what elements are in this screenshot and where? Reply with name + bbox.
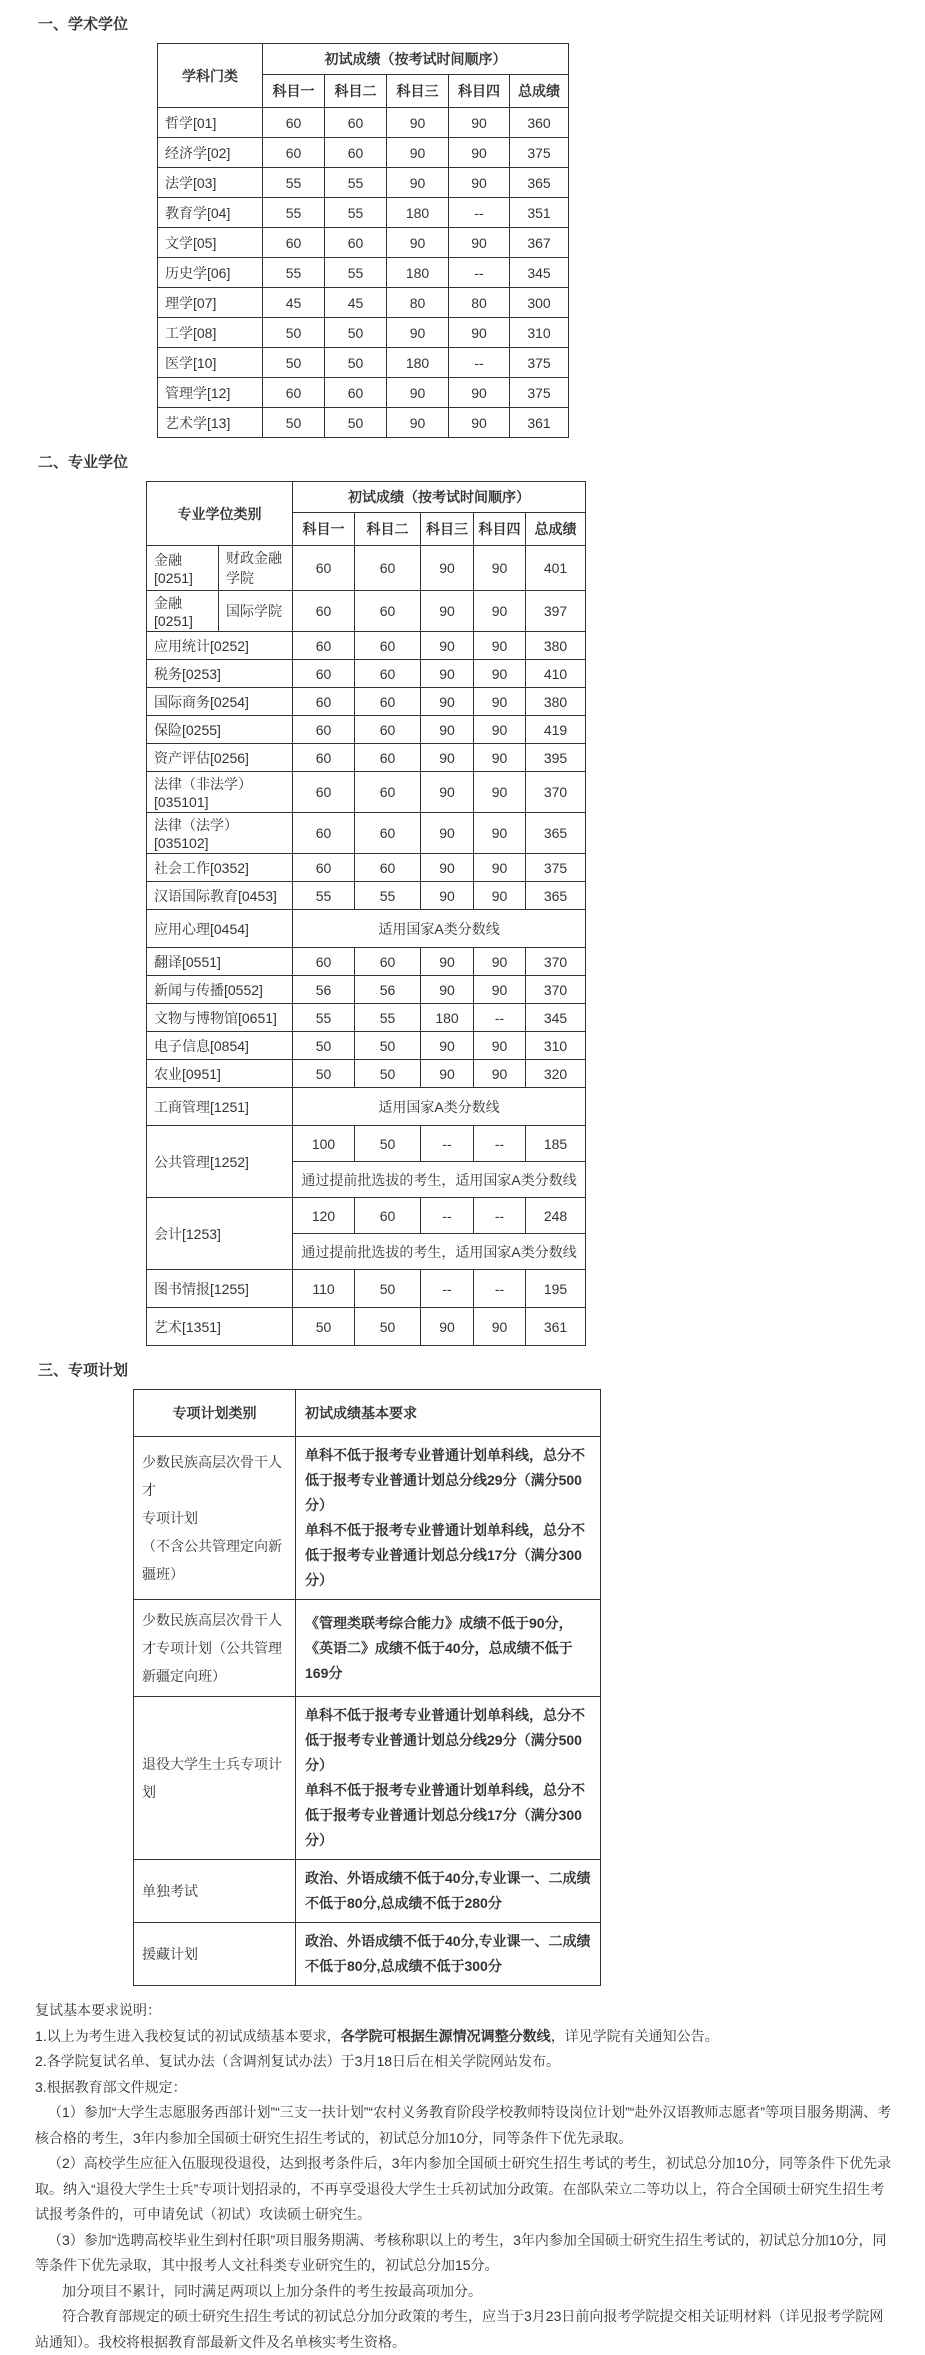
requirement-line: 政治、外语成绩不低于40分,专业课一、二成绩不低于80分,总成绩不低于300分 [305,1929,591,1979]
note-paragraph: 加分项目不累计，同时满足两项以上加分条件的考生按最高项加分。 [35,2279,893,2305]
table-row [134,1860,601,1923]
score-cell: 56 [355,976,421,1004]
score-cell: 370 [526,948,586,976]
table-row [158,348,569,378]
table-row [147,976,586,1004]
category-cell: 艺术学[13] [158,408,263,438]
score-cell: 90 [474,716,526,744]
note-paragraph: （2）高校学生应征入伍服现役退役，达到报考条件后，3年内参加全国硕士研究生招生考试的考生，初试总分加10分，同等条件下优先录取。纳入“退役大学生士兵”专项计划招录的，不再享受退役大学生士兵初试加分政策。在部队荣立二等功以上，符合全国硕士研究生招生考试报考条件的，可申请免试（初试）攻读硕士研究生。 [35,2151,893,2228]
table-row [158,408,569,438]
category-cell: 社会工作[0352] [147,854,293,882]
column-header-subject: 科目二 [325,75,387,108]
requirement-line: 单科不低于报考专业普通计划单科线，总分不低于报考专业普通计划总分线29分（满分500分） [305,1443,591,1518]
table-row [147,1126,586,1162]
category-cell: 保险[0255] [147,716,293,744]
score-cell: 90 [449,408,510,438]
score-cell: 365 [526,882,586,910]
score-cell: 60 [293,744,355,772]
category-cell: 新闻与传播[0552] [147,976,293,1004]
score-cell: 60 [293,716,355,744]
score-cell: 60 [293,772,355,813]
score-cell: 110 [293,1270,355,1308]
score-cell: 60 [293,854,355,882]
note-paragraph: 3.根据教育部文件规定： [35,2075,893,2101]
score-cell: 50 [325,348,387,378]
score-cell: 180 [387,258,449,288]
score-cell: 50 [293,1060,355,1088]
column-header-group: 初试成绩（按考试时间顺序） [263,44,569,75]
score-cell: 320 [526,1060,586,1088]
score-cell: 90 [474,1060,526,1088]
table-row [134,1600,601,1697]
notes-title: 复试基本要求说明： [35,1998,893,2024]
column-header-subject: 总成绩 [510,75,569,108]
score-cell: 90 [387,408,449,438]
score-cell: 55 [355,1004,421,1032]
score-cell: 80 [449,288,510,318]
score-cell: 195 [526,1270,586,1308]
category-cell: 税务[0253] [147,660,293,688]
table-row [158,288,569,318]
score-cell: 60 [355,716,421,744]
score-cell: 300 [510,288,569,318]
score-cell: 55 [263,168,325,198]
category-cell: 艺术[1351] [147,1308,293,1346]
score-cell: 60 [263,378,325,408]
table-row [147,1088,586,1126]
score-cell: 60 [293,813,355,854]
category-cell: 文学[05] [158,228,263,258]
score-cell: 90 [474,591,526,632]
score-cell: 60 [355,591,421,632]
column-header-requirement: 初试成绩基本要求 [296,1390,601,1437]
requirement-cell [296,1437,601,1600]
score-cell: 50 [293,1308,355,1346]
score-cell: 351 [510,198,569,228]
score-cell: 50 [355,1032,421,1060]
column-header-subject: 科目一 [293,513,355,546]
table-row [147,632,586,660]
note-cell: 通过提前批选拔的考生，适用国家A类分数线 [293,1234,586,1270]
score-cell: 410 [526,660,586,688]
score-cell: 55 [355,882,421,910]
requirement-cell [296,1860,601,1923]
notes-section [35,1998,893,2355]
score-cell: 397 [526,591,586,632]
category-cell: 法学[03] [158,168,263,198]
score-cell: 60 [293,948,355,976]
table-row [147,1004,586,1032]
category-cell: 理学[07] [158,288,263,318]
category-cell: 文物与博物馆[0651] [147,1004,293,1032]
requirement-cell [296,1697,601,1860]
score-cell: 50 [263,318,325,348]
score-cell: 90 [449,168,510,198]
score-cell: 90 [421,854,474,882]
table-row [158,228,569,258]
requirement-line: 政治、外语成绩不低于40分,专业课一、二成绩不低于80分,总成绩不低于280分 [305,1866,591,1916]
score-cell: 401 [526,546,586,591]
score-cell: 60 [355,632,421,660]
score-cell: 180 [421,1004,474,1032]
table-row [147,910,586,948]
score-cell: 345 [526,1004,586,1032]
professional-score-table [146,481,586,1346]
score-cell: 90 [474,882,526,910]
requirement-cell [296,1600,601,1697]
special-table-body [134,1437,601,1986]
score-cell: 248 [526,1198,586,1234]
score-cell: 90 [474,744,526,772]
category-cell: 法律（非法学）[035101] [147,772,293,813]
score-cell: 90 [449,378,510,408]
note-cell: 适用国家A类分数线 [293,910,586,948]
score-cell: 90 [474,854,526,882]
note-paragraph: （1）参加“大学生志愿服务西部计划”“三支一扶计划”“农村义务教育阶段学校教师特设岗位计划”“赴外汉语教师志愿者”等项目服务期满、考核合格的考生，3年内参加全国硕士研究生招生考试的，初试总分加10分，同等条件下优先录取。 [35,2100,893,2151]
score-cell: 45 [325,288,387,318]
score-cell: 60 [293,688,355,716]
score-cell: 90 [474,546,526,591]
table-row [147,744,586,772]
score-cell: -- [421,1198,474,1234]
score-cell: 90 [421,813,474,854]
category-cell: 农业[0951] [147,1060,293,1088]
note-paragraph: （3）参加“选聘高校毕业生到村任职”项目服务期满、考核称职以上的考生，3年内参加全国硕士研究生招生考试的，初试总分加10分，同等条件下优先录取，其中报考人文社科类专业研究生的，初试总分加15分。 [35,2228,893,2279]
academic-table-body [158,108,569,438]
score-cell: 90 [421,744,474,772]
note-cell: 适用国家A类分数线 [293,1088,586,1126]
score-cell: 180 [387,348,449,378]
score-cell: 90 [387,108,449,138]
column-header-category: 学科门类 [158,44,263,108]
score-cell: 90 [387,138,449,168]
college-cell: 国际学院 [219,591,293,632]
score-cell: 90 [474,813,526,854]
requirement-line: 单科不低于报考专业普通计划单科线，总分不低于报考专业普通计划总分线17分（满分300分） [305,1778,591,1853]
category-cell: 金融[0251] [147,591,219,632]
score-cell: 55 [293,1004,355,1032]
score-cell: 50 [355,1270,421,1308]
plan-category-cell: 援藏计划 [134,1923,296,1986]
score-cell: 50 [355,1060,421,1088]
table-row [147,716,586,744]
academic-score-table [157,43,569,438]
category-cell: 国际商务[0254] [147,688,293,716]
category-cell: 电子信息[0854] [147,1032,293,1060]
category-cell: 应用心理[0454] [147,910,293,948]
score-cell: 90 [421,1060,474,1088]
score-cell: 60 [355,688,421,716]
score-cell: 90 [421,772,474,813]
score-cell: 55 [325,258,387,288]
score-cell: 80 [387,288,449,318]
column-header-subject: 科目三 [387,75,449,108]
score-cell: 90 [387,378,449,408]
table-row [147,772,586,813]
table-row [134,1697,601,1860]
score-cell: 60 [355,948,421,976]
category-cell: 法律（法学）[035102] [147,813,293,854]
plan-category-cell: 退役大学生士兵专项计划 [134,1697,296,1860]
score-cell: 55 [293,882,355,910]
score-cell: 367 [510,228,569,258]
table-header-row [134,1390,601,1437]
table-row [158,108,569,138]
column-header-subject: 科目四 [474,513,526,546]
section-heading-academic: 一、学术学位 [0,0,925,43]
score-cell: 345 [510,258,569,288]
requirement-line: 单科不低于报考专业普通计划单科线，总分不低于报考专业普通计划总分线29分（满分500分） [305,1703,591,1778]
score-cell: -- [474,1126,526,1162]
score-cell: 90 [387,168,449,198]
category-cell: 翻译[0551] [147,948,293,976]
score-cell: 90 [474,660,526,688]
category-cell: 经济学[02] [158,138,263,168]
table-row [147,688,586,716]
score-cell: 60 [293,546,355,591]
score-cell: 90 [421,1032,474,1060]
score-cell: 120 [293,1198,355,1234]
score-cell: 90 [474,948,526,976]
score-cell: 55 [263,258,325,288]
category-cell: 汉语国际教育[0453] [147,882,293,910]
score-cell: -- [474,1004,526,1032]
score-cell: 90 [421,882,474,910]
score-cell: 419 [526,716,586,744]
score-cell: 375 [526,854,586,882]
category-cell: 教育学[04] [158,198,263,228]
score-cell: 60 [355,813,421,854]
score-cell: 90 [421,660,474,688]
score-cell: -- [449,198,510,228]
category-cell: 图书情报[1255] [147,1270,293,1308]
score-cell: 45 [263,288,325,318]
score-cell: 185 [526,1126,586,1162]
score-cell: 90 [387,318,449,348]
score-cell: 60 [325,228,387,258]
score-cell: 361 [526,1308,586,1346]
category-cell: 历史学[06] [158,258,263,288]
score-cell: 310 [526,1032,586,1060]
score-cell: 180 [387,198,449,228]
score-cell: 50 [355,1308,421,1346]
score-cell: 310 [510,318,569,348]
score-cell: 60 [325,108,387,138]
score-cell: 365 [526,813,586,854]
requirement-line: 单科不低于报考专业普通计划单科线，总分不低于报考专业普通计划总分线17分（满分300分） [305,1518,591,1593]
score-cell: 60 [263,108,325,138]
table-row [134,1437,601,1600]
special-plan-table [133,1389,601,1986]
score-cell: -- [474,1270,526,1308]
score-cell: -- [474,1198,526,1234]
table-row [147,1198,586,1234]
score-cell: -- [421,1126,474,1162]
score-cell: 395 [526,744,586,772]
score-cell: 50 [355,1126,421,1162]
score-cell: 375 [510,348,569,378]
table-header-row [147,482,586,513]
plan-category-cell: 少数民族高层次骨干人才 专项计划 （不含公共管理定向新疆班） [134,1437,296,1600]
section-heading-special: 三、专项计划 [0,1346,925,1389]
section-heading-professional: 二、专业学位 [0,438,925,481]
score-cell: 90 [421,976,474,1004]
category-cell: 工学[08] [158,318,263,348]
academic-table-head [158,44,569,108]
table-row [158,258,569,288]
score-cell: 361 [510,408,569,438]
score-cell: 370 [526,976,586,1004]
table-row [158,198,569,228]
score-cell: 90 [421,688,474,716]
category-cell: 应用统计[0252] [147,632,293,660]
table-row [147,882,586,910]
category-cell: 医学[10] [158,348,263,378]
score-cell: 90 [421,632,474,660]
score-cell: 50 [293,1032,355,1060]
score-cell: 60 [355,854,421,882]
score-cell: 375 [510,378,569,408]
requirement-cell [296,1923,601,1986]
table-row [147,948,586,976]
table-row [147,1060,586,1088]
score-cell: 90 [474,1308,526,1346]
category-cell: 公共管理[1252] [147,1126,293,1198]
column-header-subject: 科目三 [421,513,474,546]
table-row [158,168,569,198]
score-cell: 90 [474,632,526,660]
score-cell: 55 [263,198,325,228]
notes-body [35,2024,893,2355]
table-row [147,854,586,882]
category-cell: 金融[0251] [147,546,219,591]
category-cell: 资产评估[0256] [147,744,293,772]
score-cell: -- [449,348,510,378]
score-cell: 60 [355,744,421,772]
score-cell: 90 [421,716,474,744]
plan-category-cell: 少数民族高层次骨干人才专项计划（公共管理新疆定向班） [134,1600,296,1697]
column-header-subject: 科目二 [355,513,421,546]
plan-category-cell: 单独考试 [134,1860,296,1923]
requirement-line: 《管理类联考综合能力》成绩不低于90分，《英语二》成绩不低于40分，总成绩不低于169分 [305,1611,591,1686]
score-cell: 90 [474,1032,526,1060]
table-row [147,660,586,688]
score-cell: 50 [325,318,387,348]
score-cell: 60 [325,378,387,408]
score-cell: 100 [293,1126,355,1162]
table-row [147,546,586,591]
table-row [147,1308,586,1346]
score-cell: 60 [355,772,421,813]
score-cell: 360 [510,108,569,138]
table-row [147,813,586,854]
column-header-subject: 科目四 [449,75,510,108]
score-cell: 90 [421,591,474,632]
column-header-group: 初试成绩（按考试时间顺序） [293,482,586,513]
column-header-plan-category: 专项计划类别 [134,1390,296,1437]
table-row [158,138,569,168]
column-header-subject: 科目一 [263,75,325,108]
score-cell: 50 [263,348,325,378]
column-header-subject: 总成绩 [526,513,586,546]
table-header-row [158,44,569,75]
score-cell: 90 [449,228,510,258]
score-cell: 55 [325,168,387,198]
score-cell: -- [449,258,510,288]
score-cell: 90 [449,318,510,348]
score-cell: 50 [325,408,387,438]
score-cell: 90 [449,138,510,168]
note-paragraph: 符合教育部规定的硕士研究生招生考试的初试总分加分政策的考生，应当于3月23日前向报考学院提交相关证明材料（详见报考学院网站通知）。我校将根据教育部最新文件及名单核实考生资格。 [35,2304,893,2355]
table-row [147,1032,586,1060]
note-paragraph: 2.各学院复试名单、复试办法（含调剂复试办法）于3月18日后在相关学院网站发布。 [35,2049,893,2075]
category-cell: 会计[1253] [147,1198,293,1270]
category-cell: 管理学[12] [158,378,263,408]
college-cell: 财政金融学院 [219,546,293,591]
column-header-category: 专业学位类别 [147,482,293,546]
score-cell: 90 [474,688,526,716]
score-cell: 50 [263,408,325,438]
table-row [158,378,569,408]
score-cell: 90 [449,108,510,138]
category-cell: 哲学[01] [158,108,263,138]
score-cell: 60 [355,660,421,688]
note-paragraph: 1.以上为考生进入我校复试的初试成绩基本要求，各学院可根据生源情况调整分数线，详见学院有关通知公告。 [35,2024,893,2050]
table-row [158,318,569,348]
professional-table-head [147,482,586,546]
score-cell: 90 [387,228,449,258]
special-table-head [134,1390,601,1437]
score-cell: 380 [526,632,586,660]
score-cell: 55 [325,198,387,228]
score-cell: 90 [421,1308,474,1346]
score-cell: 56 [293,976,355,1004]
score-cell: 370 [526,772,586,813]
note-cell: 通过提前批选拔的考生，适用国家A类分数线 [293,1162,586,1198]
score-cell: 90 [421,948,474,976]
score-cell: 60 [263,228,325,258]
score-cell: -- [421,1270,474,1308]
score-cell: 90 [421,546,474,591]
score-cell: 365 [510,168,569,198]
score-cell: 380 [526,688,586,716]
score-cell: 60 [355,1198,421,1234]
table-row [147,591,586,632]
table-row [134,1923,601,1986]
note-bold-text: 各学院可根据生源情况调整分数线 [341,2028,551,2044]
category-cell: 工商管理[1251] [147,1088,293,1126]
score-cell: 375 [510,138,569,168]
professional-table-body [147,546,586,1346]
score-cell: 90 [474,772,526,813]
score-cell: 60 [355,546,421,591]
score-cell: 60 [263,138,325,168]
score-cell: 60 [293,632,355,660]
score-cell: 60 [325,138,387,168]
score-cell: 90 [474,976,526,1004]
score-cell: 60 [293,591,355,632]
table-row [147,1270,586,1308]
score-cell: 60 [293,660,355,688]
